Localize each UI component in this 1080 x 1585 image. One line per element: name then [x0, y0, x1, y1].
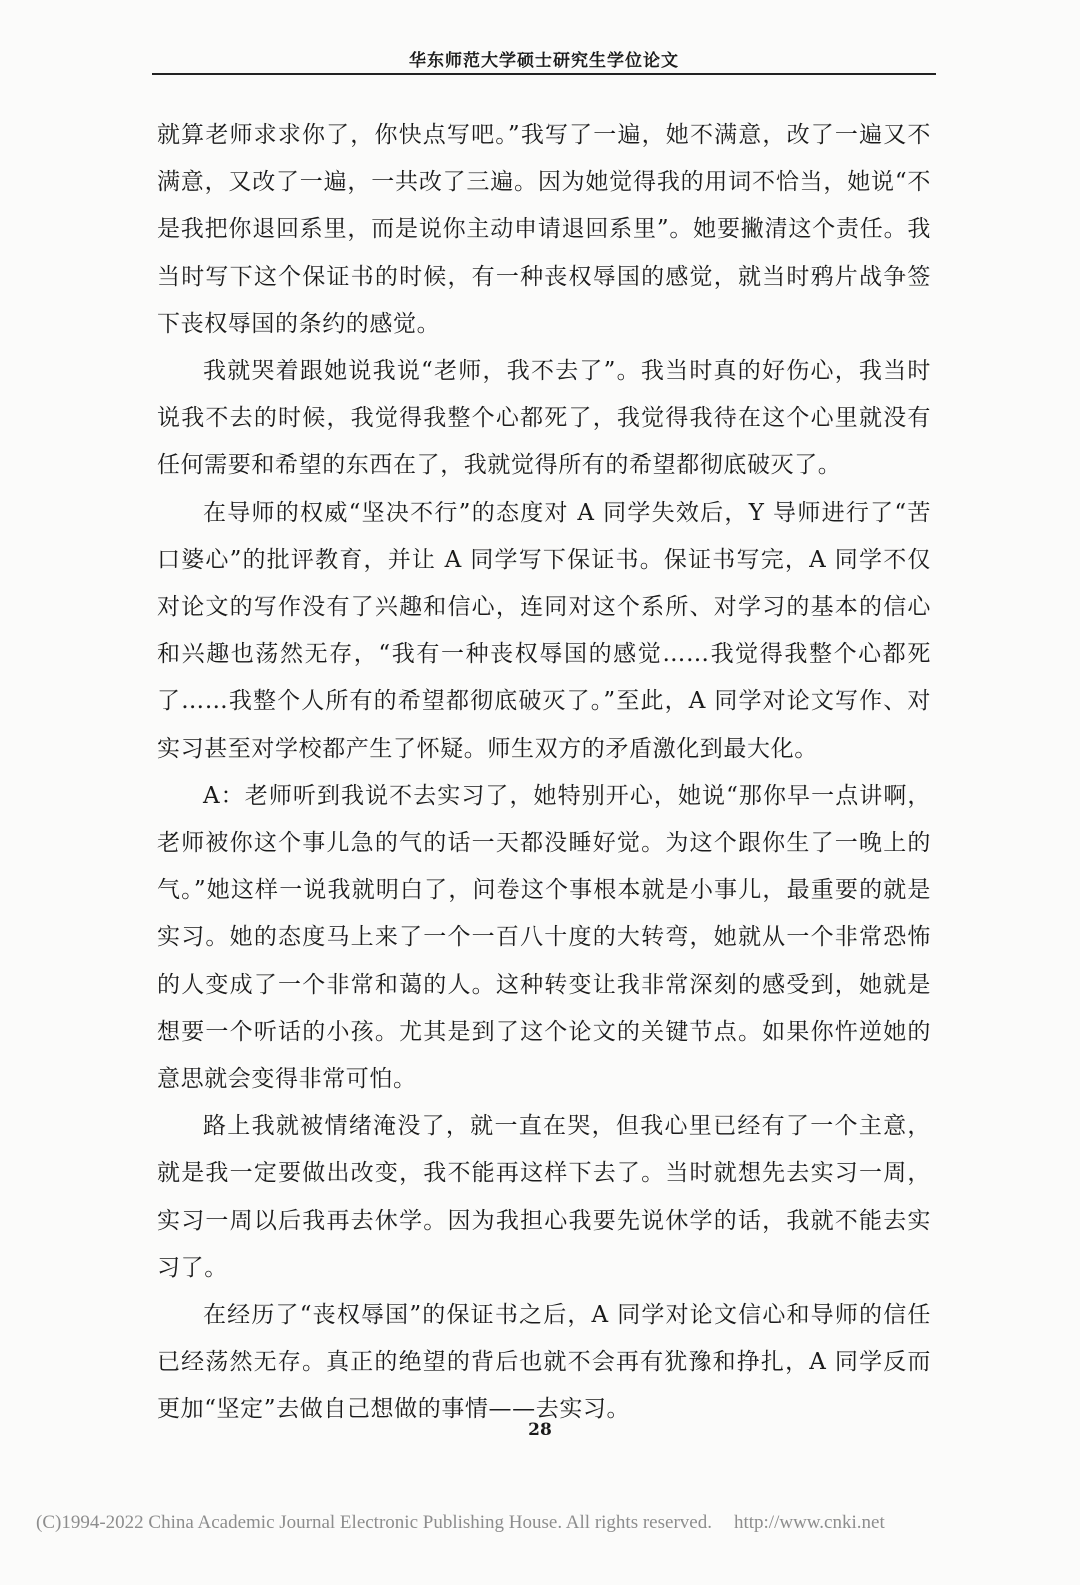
- running-header: 华东师范大学硕士研究生学位论文: [409, 51, 679, 71]
- copyright-footer: [36, 1512, 885, 1534]
- source-url: http://www.cnki.net: [733, 1512, 885, 1533]
- paragraph: 路上我就被情绪淹没了，就一直在哭，但我心里已经有了一个主意，就是我一定要做出改变，我不能再这样下去了。当时就想先去实习一周，实习一周以后我再去休学。因为我担心我要先说休学的话，我就不能去实习了。: [157, 1113, 931, 1281]
- copyright-text: (C)1994-2022 China Academic Journal Electronic Publishing House. All rights reserved.: [36, 1512, 712, 1533]
- page-number: 28: [528, 1420, 552, 1440]
- paragraph: 在经历了“丧权辱国”的保证书之后，A 同学对论文信心和导师的信任已经荡然无存。真正的绝望的背后也就不会再有犹豫和挣扎，A 同学反而更加“坚定”去做自己想做的事情——去实习。: [157, 1302, 931, 1423]
- paragraph: 在导师的权威“坚决不行”的态度对 A 同学失效后，Y 导师进行了“苦口婆心”的批评教育，并让 A 同学写下保证书。保证书写完，A 同学不仅对论文的写作没有了兴趣和信心，连同对这个系所、对学习的基本的信心和兴趣也荡然无存，“我有一种丧权辱国的感觉……我觉得我整个心都死了……我整个人所有的希望都彻底破灭了。”至此，A 同学对论文写作、对实习甚至对学校都产生了怀疑。师生双方的矛盾激化到最大化。: [157, 499, 931, 762]
- header-rule: [152, 73, 936, 75]
- body-text: [157, 112, 931, 1434]
- paragraph: 我就哭着跟她说我说“老师，我不去了”。我当时真的好伤心，我当时说我不去的时候，我觉得我整个心都死了，我觉得我待在这个心里就没有任何需要和希望的东西在了，我就觉得所有的希望都彻底破灭了。: [157, 358, 931, 479]
- interview-quote-paragraph: A：老师听到我说不去实习了，她特别开心，她说“那你早一点讲啊，老师被你这个事儿急的气的话一天都没睡好觉。为这个跟你生了一晚上的气。”她这样一说我就明白了，问卷这个事根本就是小事儿，最重要的就是实习。她的态度马上来了一个一百八十度的大转弯，她就从一个非常恐怖的人变成了一个非常和蔼的人。这种转变让我非常深刻的感受到，她就是想要一个听话的小孩。尤其是到了这个论文的关键节点。如果你忤逆她的意思就会变得非常可怕。: [157, 782, 931, 1093]
- paragraph: 就算老师求求你了，你快点写吧。”我写了一遍，她不满意，改了一遍又不满意，又改了一遍，一共改了三遍。因为她觉得我的用词不恰当，她说“不是我把你退回系里，而是说你主动申请退回系里”。她要撇清这个责任。我当时写下这个保证书的时候，有一种丧权辱国的感觉，就当时鸦片战争签下丧权辱国的条约的感觉。: [157, 122, 931, 337]
